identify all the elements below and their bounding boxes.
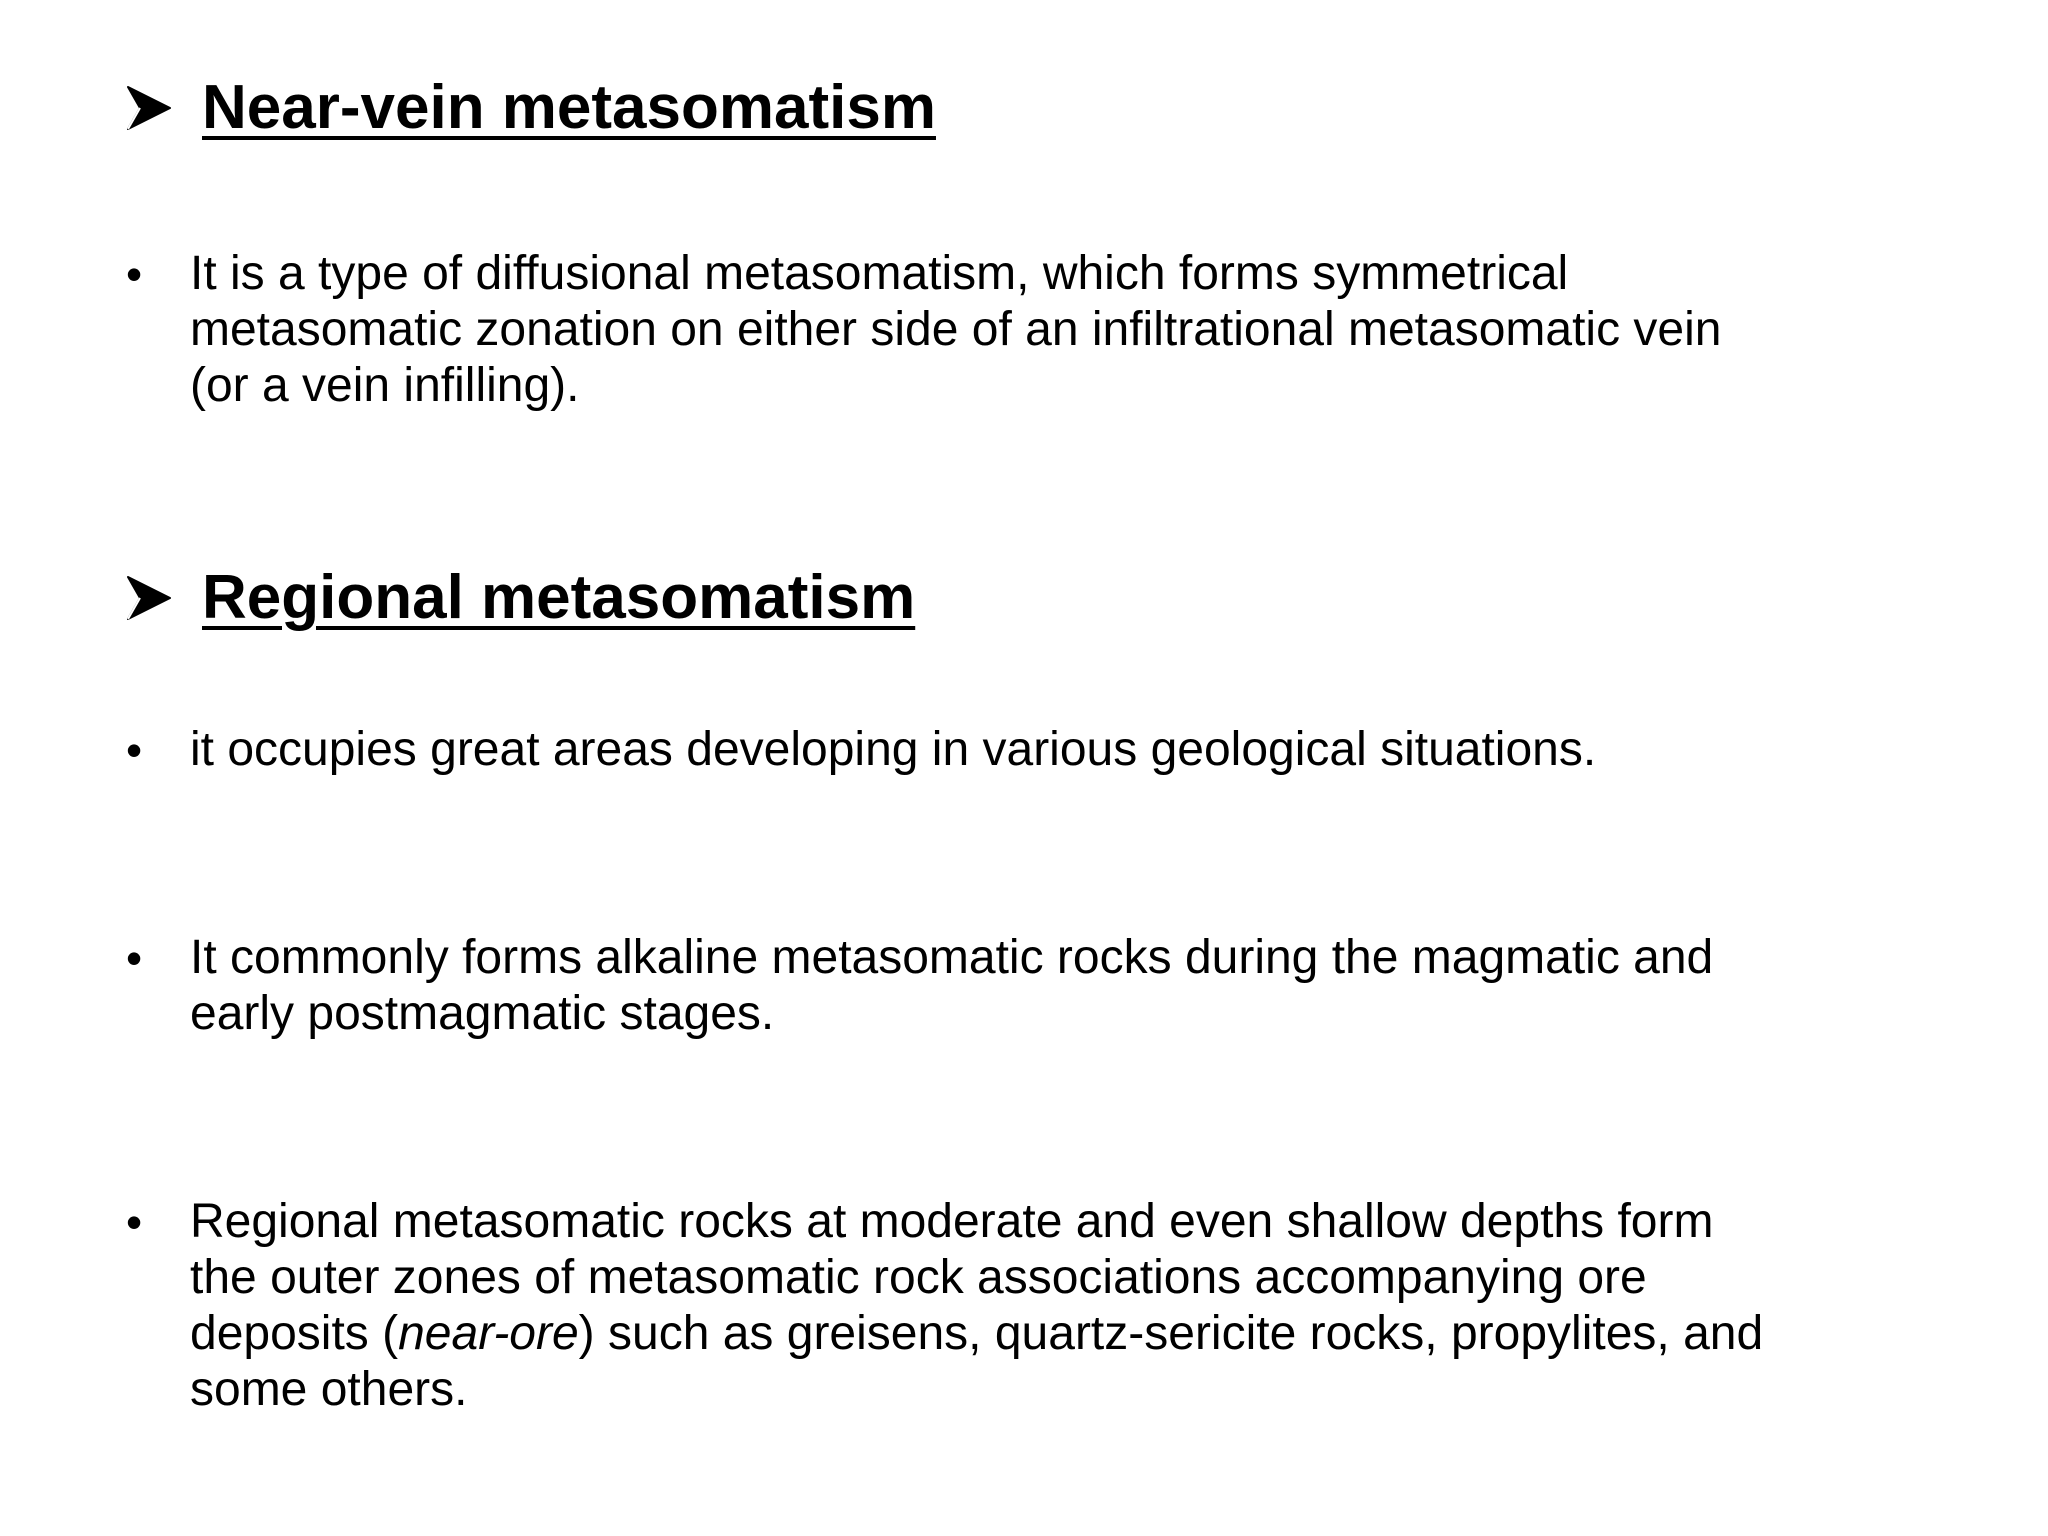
bullet-item [126, 246, 1956, 414]
bullet-text: it occupies great areas developing in various geological situations. [190, 723, 1597, 776]
bullet-dot: • [126, 932, 143, 984]
bullet-dot: • [126, 248, 143, 300]
emphasis-text: near-ore [398, 1307, 579, 1360]
arrowhead-icon [126, 85, 172, 131]
bullet-text-after: ) such as greisens, quartz-sericite rocks, propylites, and some others. [190, 1307, 1764, 1416]
bullet-dot: • [126, 724, 143, 776]
bullet-text-before: Regional metasomatic rocks at moderate and even shallow depths form the outer zones of metasomatic rock associations accompanying ore deposits ( [190, 1195, 1714, 1360]
bullet-text: It commonly forms alkaline metasomatic rocks during the magmatic and early postmagmatic stages. [190, 931, 1714, 1040]
bullet-item [126, 1194, 1956, 1418]
section-title: Near-vein metasomatism [202, 73, 936, 142]
bullet-item [126, 722, 1956, 778]
section-title: Regional metasomatism [202, 563, 916, 632]
section-heading-near-vein [126, 72, 936, 143]
bullet-text: It is a type of diffusional metasomatism, which forms symmetrical metasomatic zonation on either side of an infiltrational metasomatic vein (or a vein infilling). [190, 247, 1722, 412]
arrowhead-icon [126, 575, 172, 621]
bullet-item [126, 930, 1956, 1042]
bullet-text [190, 1194, 1763, 1418]
section-heading-regional [126, 562, 915, 633]
bullet-dot: • [126, 1196, 143, 1248]
